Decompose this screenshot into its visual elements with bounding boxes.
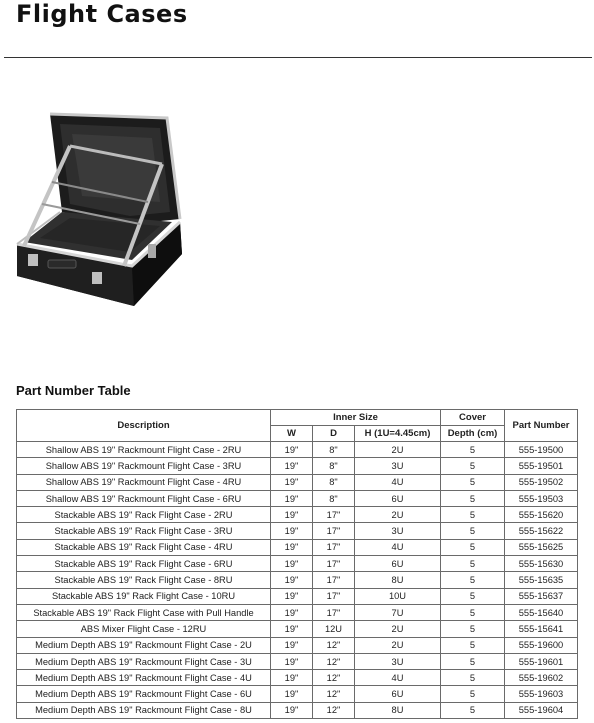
cell-width: 19" <box>271 474 313 490</box>
cell-cover-depth: 5 <box>441 442 505 458</box>
cell-depth: 17" <box>313 523 355 539</box>
header-cover-depth: Depth (cm) <box>441 426 505 442</box>
cell-description: Shallow ABS 19" Rackmount Flight Case - 4RU <box>17 474 271 490</box>
table-row <box>17 474 578 490</box>
table-row <box>17 523 578 539</box>
cell-width: 19" <box>271 686 313 702</box>
cell-part-number: 555-19500 <box>505 442 578 458</box>
cell-height: 3U <box>355 523 441 539</box>
table-row <box>17 604 578 620</box>
cell-width: 19" <box>271 702 313 718</box>
flight-case-image <box>12 104 187 309</box>
header-depth: D <box>313 426 355 442</box>
cell-height: 2U <box>355 637 441 653</box>
table-row <box>17 539 578 555</box>
table-row <box>17 572 578 588</box>
cell-part-number: 555-15630 <box>505 556 578 572</box>
cell-cover-depth: 5 <box>441 539 505 555</box>
header-inner-size: Inner Size <box>271 410 441 426</box>
cell-depth: 12" <box>313 702 355 718</box>
cell-description: Medium Depth ABS 19" Rackmount Flight Case - 2U <box>17 637 271 653</box>
cell-part-number: 555-19501 <box>505 458 578 474</box>
cell-height: 4U <box>355 474 441 490</box>
header-height: H (1U=4.45cm) <box>355 426 441 442</box>
cell-width: 19" <box>271 670 313 686</box>
cell-cover-depth: 5 <box>441 507 505 523</box>
cell-description: Shallow ABS 19" Rackmount Flight Case - 6RU <box>17 490 271 506</box>
cell-width: 19" <box>271 523 313 539</box>
cell-depth: 17" <box>313 539 355 555</box>
cell-cover-depth: 5 <box>441 653 505 669</box>
cell-width: 19" <box>271 490 313 506</box>
cell-cover-depth: 5 <box>441 686 505 702</box>
cell-width: 19" <box>271 637 313 653</box>
table-row <box>17 686 578 702</box>
cell-height: 4U <box>355 670 441 686</box>
cell-description: Stackable ABS 19" Rack Flight Case - 2RU <box>17 507 271 523</box>
cell-cover-depth: 5 <box>441 523 505 539</box>
cell-width: 19" <box>271 442 313 458</box>
cell-part-number: 555-15635 <box>505 572 578 588</box>
cell-depth: 8" <box>313 442 355 458</box>
cell-depth: 17" <box>313 588 355 604</box>
cell-description: Medium Depth ABS 19" Rackmount Flight Case - 6U <box>17 686 271 702</box>
cell-depth: 17" <box>313 572 355 588</box>
cell-description: Medium Depth ABS 19" Rackmount Flight Case - 8U <box>17 702 271 718</box>
cell-width: 19" <box>271 507 313 523</box>
cell-height: 8U <box>355 572 441 588</box>
cell-description: Stackable ABS 19" Rack Flight Case - 8RU <box>17 572 271 588</box>
cell-height: 2U <box>355 507 441 523</box>
cell-description: Shallow ABS 19" Rackmount Flight Case - 2RU <box>17 442 271 458</box>
cell-part-number: 555-19502 <box>505 474 578 490</box>
cell-part-number: 555-15637 <box>505 588 578 604</box>
table-heading: Part Number Table <box>16 383 131 398</box>
cell-depth: 17" <box>313 507 355 523</box>
table-row <box>17 702 578 718</box>
cell-cover-depth: 5 <box>441 621 505 637</box>
cell-width: 19" <box>271 572 313 588</box>
cell-description: Stackable ABS 19" Rack Flight Case - 10RU <box>17 588 271 604</box>
cell-cover-depth: 5 <box>441 458 505 474</box>
cell-height: 8U <box>355 702 441 718</box>
table-row <box>17 458 578 474</box>
cell-part-number: 555-19602 <box>505 670 578 686</box>
cell-cover-depth: 5 <box>441 474 505 490</box>
cell-description: Stackable ABS 19" Rack Flight Case - 4RU <box>17 539 271 555</box>
table-row <box>17 556 578 572</box>
cell-height: 6U <box>355 686 441 702</box>
cell-depth: 12" <box>313 670 355 686</box>
header-width: W <box>271 426 313 442</box>
cell-height: 3U <box>355 458 441 474</box>
cell-width: 19" <box>271 653 313 669</box>
cell-width: 19" <box>271 539 313 555</box>
cell-cover-depth: 5 <box>441 670 505 686</box>
table-row <box>17 588 578 604</box>
cell-height: 4U <box>355 539 441 555</box>
cell-height: 10U <box>355 588 441 604</box>
cell-part-number: 555-19600 <box>505 637 578 653</box>
cell-part-number: 555-15622 <box>505 523 578 539</box>
table-row <box>17 637 578 653</box>
header-cover: Cover <box>441 410 505 426</box>
cell-part-number: 555-15625 <box>505 539 578 555</box>
cell-part-number: 555-15620 <box>505 507 578 523</box>
part-number-table <box>16 409 578 719</box>
cell-description: Shallow ABS 19" Rackmount Flight Case - 3RU <box>17 458 271 474</box>
cell-height: 6U <box>355 490 441 506</box>
cell-width: 19" <box>271 556 313 572</box>
cell-part-number: 555-19601 <box>505 653 578 669</box>
cell-cover-depth: 5 <box>441 490 505 506</box>
cell-depth: 8" <box>313 458 355 474</box>
cell-depth: 12" <box>313 637 355 653</box>
table-row <box>17 621 578 637</box>
cell-depth: 17" <box>313 604 355 620</box>
cell-part-number: 555-19603 <box>505 686 578 702</box>
cell-description: Stackable ABS 19" Rack Flight Case - 3RU <box>17 523 271 539</box>
cell-description: Medium Depth ABS 19" Rackmount Flight Case - 4U <box>17 670 271 686</box>
cell-width: 19" <box>271 604 313 620</box>
table-row <box>17 442 578 458</box>
cell-part-number: 555-15640 <box>505 604 578 620</box>
table-row <box>17 507 578 523</box>
cell-part-number: 555-19604 <box>505 702 578 718</box>
cell-width: 19" <box>271 621 313 637</box>
cell-height: 2U <box>355 621 441 637</box>
header-description: Description <box>17 410 271 442</box>
table-row <box>17 653 578 669</box>
cell-part-number: 555-19503 <box>505 490 578 506</box>
cell-depth: 17" <box>313 556 355 572</box>
cell-cover-depth: 5 <box>441 572 505 588</box>
cell-height: 7U <box>355 604 441 620</box>
title-divider <box>4 57 592 58</box>
cell-width: 19" <box>271 588 313 604</box>
cell-height: 3U <box>355 653 441 669</box>
cell-cover-depth: 5 <box>441 604 505 620</box>
cell-width: 19" <box>271 458 313 474</box>
header-part-number: Part Number <box>505 410 578 442</box>
table-row <box>17 490 578 506</box>
cell-description: Stackable ABS 19" Rack Flight Case - 6RU <box>17 556 271 572</box>
cell-depth: 12" <box>313 686 355 702</box>
page-title: Flight Cases <box>16 0 188 28</box>
cell-description: Stackable ABS 19" Rack Flight Case with Pull Handle <box>17 604 271 620</box>
cell-cover-depth: 5 <box>441 637 505 653</box>
cell-depth: 12" <box>313 653 355 669</box>
cell-part-number: 555-15641 <box>505 621 578 637</box>
cell-height: 6U <box>355 556 441 572</box>
cell-description: ABS Mixer Flight Case - 12RU <box>17 621 271 637</box>
cell-depth: 8" <box>313 474 355 490</box>
cell-cover-depth: 5 <box>441 702 505 718</box>
cell-cover-depth: 5 <box>441 556 505 572</box>
cell-depth: 12U <box>313 621 355 637</box>
cell-description: Medium Depth ABS 19" Rackmount Flight Case - 3U <box>17 653 271 669</box>
cell-depth: 8" <box>313 490 355 506</box>
cell-cover-depth: 5 <box>441 588 505 604</box>
table-row <box>17 670 578 686</box>
cell-height: 2U <box>355 442 441 458</box>
